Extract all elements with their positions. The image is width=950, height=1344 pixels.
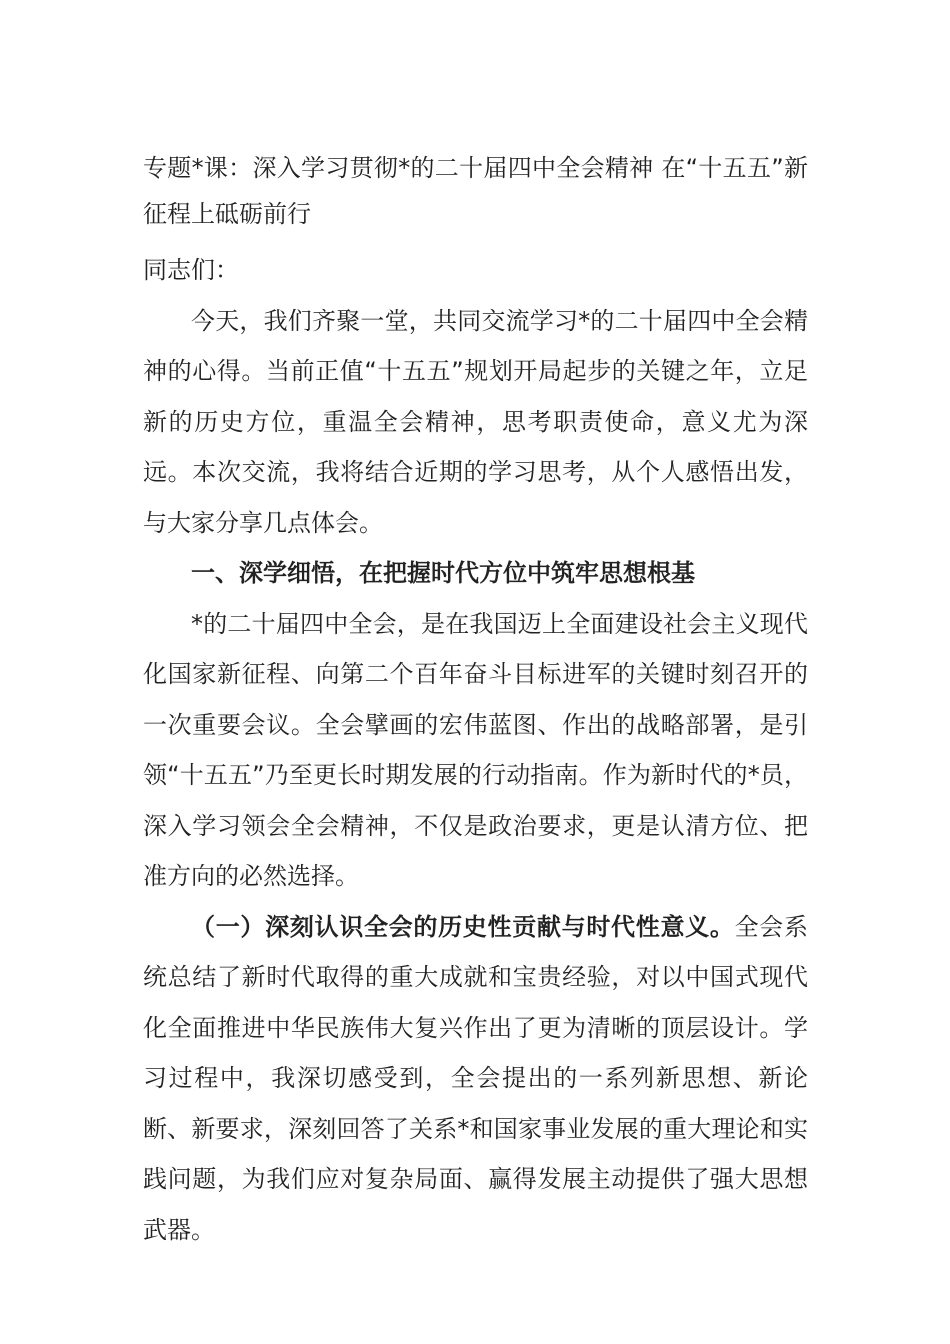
document-body: [143, 145, 808, 1255]
salutation: 同志们：: [143, 256, 239, 284]
subsection-1-body: 全会系统总结了新时代取得的重大成就和宝贵经验，对以中国式现代化全面推进中华民族伟大复兴作出了更为清晰的顶层设计。学习过程中，我深切感受到，全会提出的一系列新思想、新论断、新要求，深刻回答了关系*和国家事业发展的重大理论和实践问题，为我们应对复杂局面、赢得发展主动提供了强大思想武器。: [143, 912, 809, 1244]
document-title: 专题*课：深入学习贯彻*的二十届四中全会精神 在“十五五”新征程上砥砺前行: [143, 154, 808, 228]
subsection-1-label: （一）深刻认识全会的历史性贡献与时代性意义。: [191, 912, 735, 941]
section-1-heading: 一、深学细悟，在把握时代方位中筑牢思想根基: [191, 559, 695, 587]
section-1-paragraph: *的二十届四中全会，是在我国迈上全面建设社会主义现代化国家新征程、向第二个百年奋斗目标进军的关键时刻召开的一次重要会议。全会擘画的宏伟蓝图、作出的战略部署，是引领“十五五”乃至更长时期发展的行动指南。作为新时代的*员，深入学习领会全会精神，不仅是政治要求，更是认清方位、把准方向的必然选择。: [143, 609, 808, 890]
subsection-1-paragraph: [143, 902, 808, 1256]
intro-paragraph: 今天，我们齐聚一堂，共同交流学习*的二十届四中全会精神的心得。当前正值“十五五”规划开局起步的关键之年，立足新的历史方位，重温全会精神，思考职责使命，意义尤为深远。本次交流，我将结合近期的学习思考，从个人感悟出发，与大家分享几点体会。: [143, 306, 808, 537]
